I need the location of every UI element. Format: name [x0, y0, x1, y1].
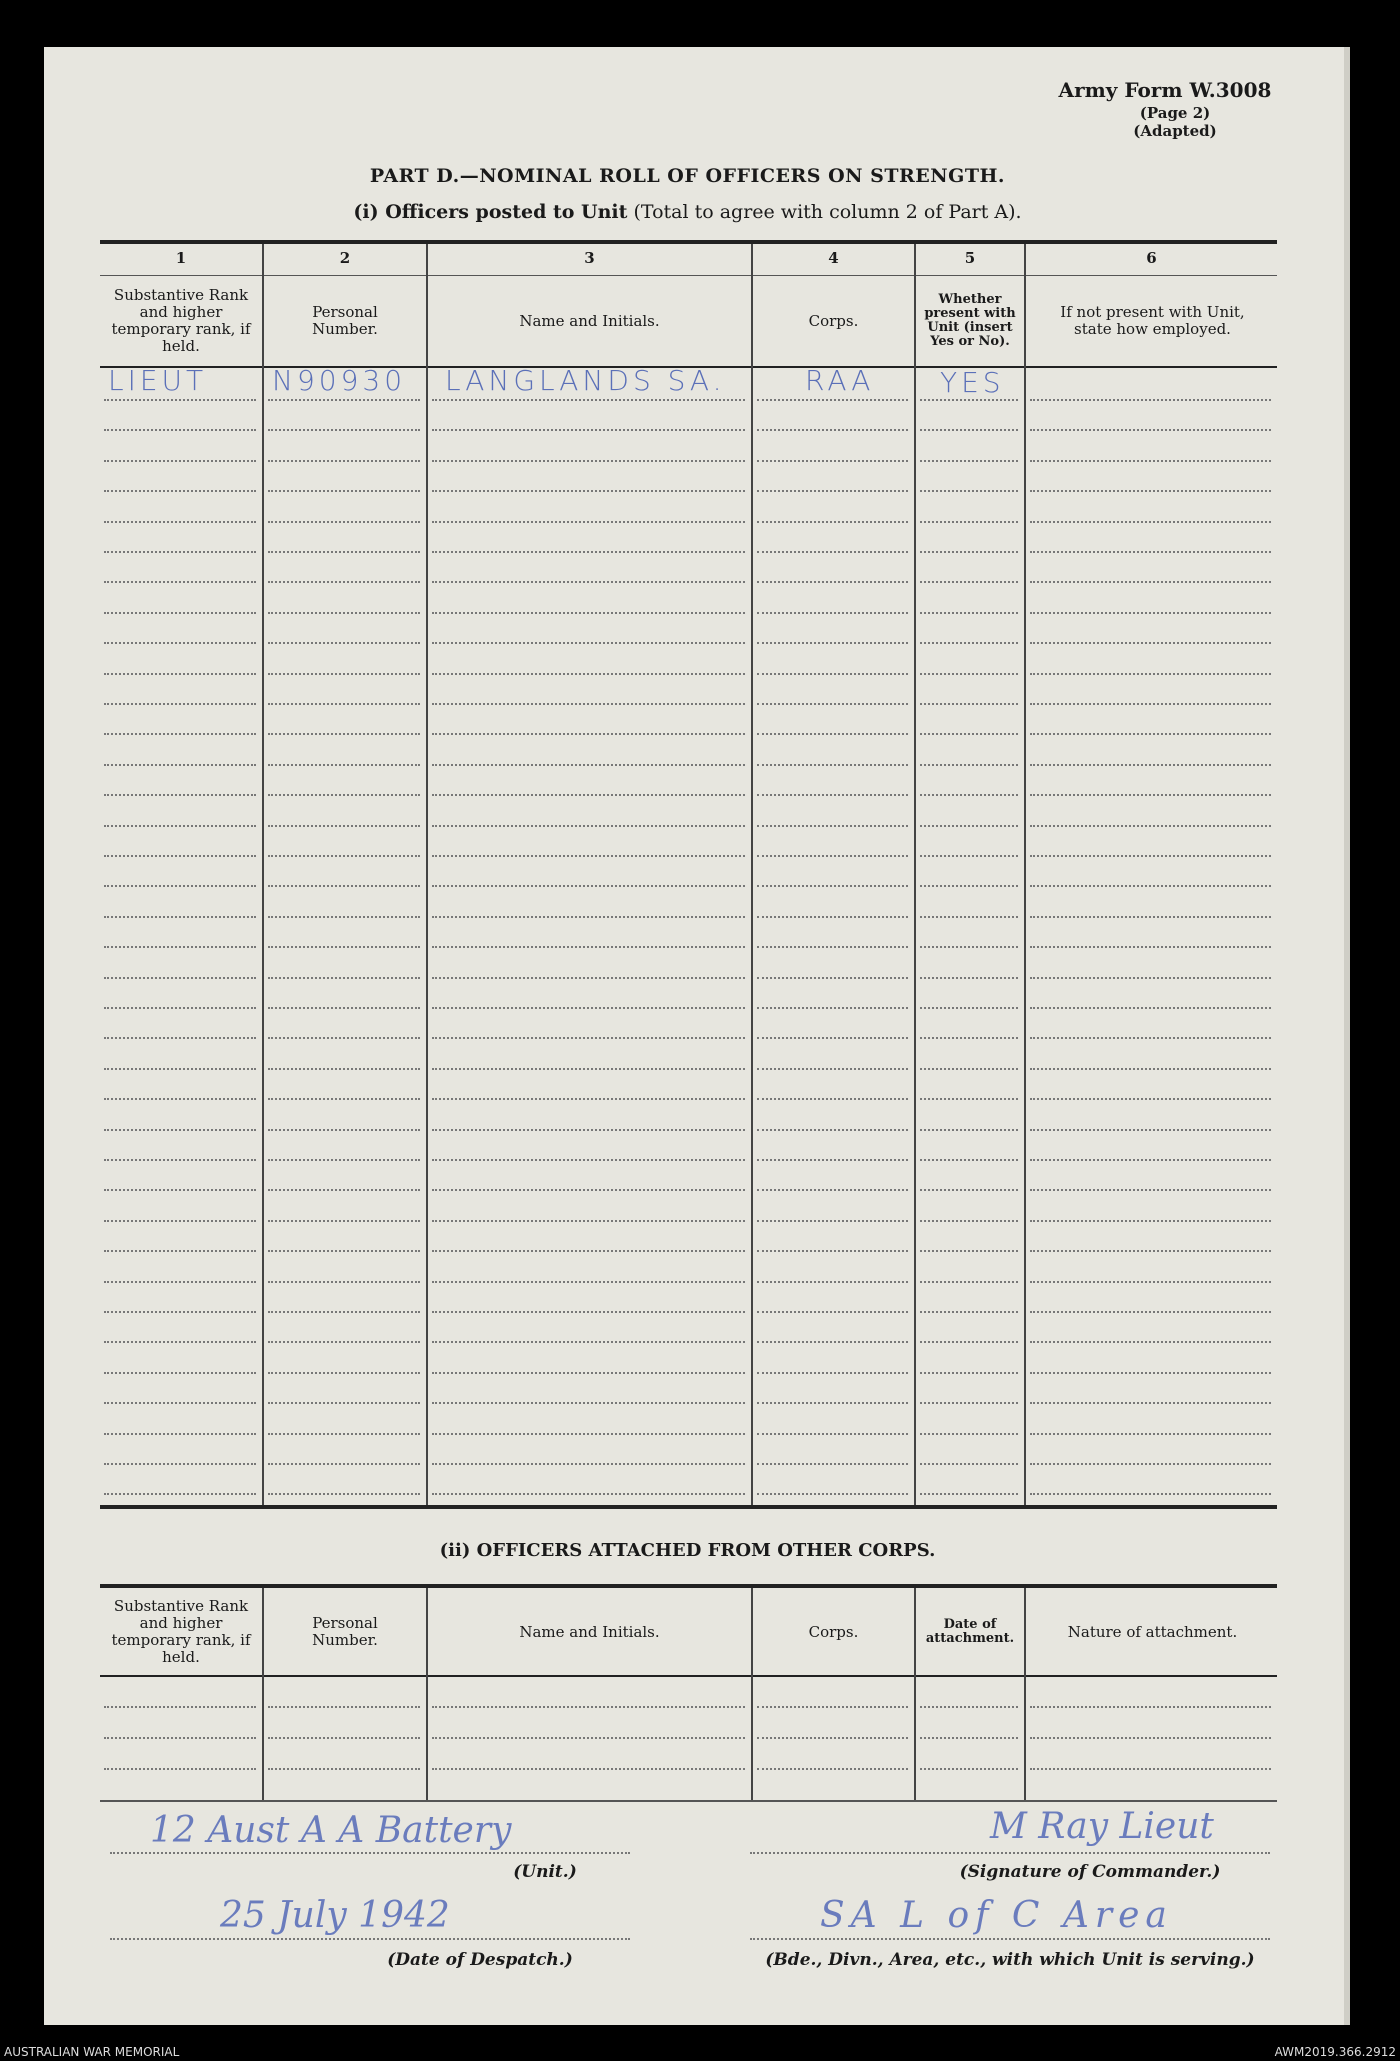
- col-divider: [426, 244, 428, 1505]
- row-line: [104, 429, 256, 431]
- row-line: [432, 1037, 745, 1039]
- col-divider: [914, 244, 916, 1505]
- row-line: [268, 429, 420, 431]
- row-line: [920, 612, 1018, 614]
- row-line: [268, 460, 420, 462]
- date-value: 25 July 1942: [220, 1895, 450, 1936]
- row-line: [757, 1706, 908, 1708]
- col-number: 3: [584, 249, 595, 267]
- row-line: [268, 1737, 420, 1739]
- row-line: [104, 825, 256, 827]
- row-line: [1030, 1341, 1271, 1343]
- row-line: [432, 1463, 745, 1465]
- row-line: [432, 1129, 745, 1131]
- row-line: [104, 460, 256, 462]
- col-number: 1: [175, 249, 187, 267]
- row-line: [757, 977, 908, 979]
- row-line: [920, 490, 1018, 492]
- row-line: [920, 885, 1018, 887]
- row-line: [920, 460, 1018, 462]
- row-line: [920, 1159, 1018, 1161]
- row-line: [104, 1189, 256, 1191]
- row-line: [432, 825, 745, 827]
- row-line: [757, 521, 908, 523]
- row-line: [432, 1068, 745, 1070]
- row-line: [104, 490, 256, 492]
- row-line: [920, 429, 1018, 431]
- row-line: [268, 1098, 420, 1100]
- row-line: [1030, 1493, 1271, 1495]
- row-line: [104, 794, 256, 796]
- row-line: [757, 1129, 908, 1131]
- row-line: [757, 733, 908, 735]
- date-caption: (Date of Despatch.): [387, 1950, 573, 1970]
- row-line: [432, 1493, 745, 1495]
- row-line: [757, 581, 908, 583]
- row-line: [1030, 885, 1271, 887]
- row-line: [1030, 825, 1271, 827]
- row-line: [1030, 1706, 1271, 1708]
- row-line: [104, 1402, 256, 1404]
- row-line: [920, 977, 1018, 979]
- row-line: [432, 1007, 745, 1009]
- row-line: [920, 551, 1018, 553]
- part-d-subtitle: [100, 201, 1275, 223]
- row-line: [432, 429, 745, 431]
- row-line: [1030, 1159, 1271, 1161]
- row-line: [268, 399, 420, 401]
- row-line: [920, 1341, 1018, 1343]
- row-line: [268, 1372, 420, 1374]
- row-line: [268, 733, 420, 735]
- row-line: [920, 1220, 1018, 1222]
- footer-right: AWM2019.366.2912: [1274, 2045, 1396, 2059]
- row-line: [104, 1768, 256, 1770]
- row-line: [1030, 642, 1271, 644]
- row-line: [432, 1098, 745, 1100]
- row-line: [104, 1281, 256, 1283]
- row-line: [757, 825, 908, 827]
- row-line: [432, 612, 745, 614]
- row-line: [920, 1007, 1018, 1009]
- row-line: [1030, 1250, 1271, 1252]
- row-line: [757, 1402, 908, 1404]
- row-line: [1030, 1281, 1271, 1283]
- row-line: [920, 794, 1018, 796]
- header-personal-number: Personal Number.: [312, 303, 378, 338]
- col-divider: [262, 1588, 264, 1800]
- header2-corps: Corps.: [808, 1622, 859, 1641]
- row-line: [268, 1220, 420, 1222]
- row-line: [920, 1768, 1018, 1770]
- row-line: [432, 1250, 745, 1252]
- row-line: [432, 1433, 745, 1435]
- row-line: [757, 885, 908, 887]
- row-line: [432, 399, 745, 401]
- row-line: [104, 1372, 256, 1374]
- row-line: [268, 1493, 420, 1495]
- row-line: [920, 521, 1018, 523]
- row-line: [432, 977, 745, 979]
- row-line: [104, 642, 256, 644]
- subtitle-bold: (i) Officers posted to Unit: [353, 201, 628, 223]
- row-line: [1030, 1768, 1271, 1770]
- row-line: [268, 977, 420, 979]
- row-line: [1030, 1372, 1271, 1374]
- row-line: [432, 521, 745, 523]
- col-number: 6: [1146, 249, 1157, 267]
- header-present: Whether present with Unit (insert Yes or No).: [924, 292, 1016, 349]
- entry-name: LANGLANDS SA.: [445, 364, 726, 397]
- row-line: [757, 794, 908, 796]
- row-line: [104, 703, 256, 705]
- row-line: [1030, 916, 1271, 918]
- signature-caption: (Signature of Commander.): [959, 1862, 1221, 1882]
- row-line: [432, 581, 745, 583]
- column-number-rule: [100, 275, 1277, 276]
- row-line: [920, 673, 1018, 675]
- form-page: (Page 2): [1139, 104, 1211, 122]
- row-line: [1030, 490, 1271, 492]
- row-line: [104, 1098, 256, 1100]
- row-line: [268, 1311, 420, 1313]
- header2-nature: Nature of attachment.: [1067, 1622, 1238, 1641]
- table2-header-rule: [100, 1675, 1277, 1677]
- row-line: [268, 521, 420, 523]
- row-line: [757, 1281, 908, 1283]
- row-line: [920, 946, 1018, 948]
- row-line: [1030, 1189, 1271, 1191]
- row-line: [268, 825, 420, 827]
- row-line: [268, 794, 420, 796]
- row-line: [432, 1341, 745, 1343]
- row-line: [757, 1037, 908, 1039]
- row-line: [104, 1433, 256, 1435]
- row-line: [1030, 1129, 1271, 1131]
- row-line: [1030, 521, 1271, 523]
- row-line: [104, 977, 256, 979]
- row-line: [757, 855, 908, 857]
- row-line: [1030, 1463, 1271, 1465]
- row-line: [268, 916, 420, 918]
- row-line: [432, 1706, 745, 1708]
- col-divider: [1024, 1588, 1026, 1800]
- row-line: [268, 612, 420, 614]
- row-line: [432, 1402, 745, 1404]
- row-line: [268, 1281, 420, 1283]
- row-line: [1030, 581, 1271, 583]
- row-line: [104, 1706, 256, 1708]
- row-line: [268, 642, 420, 644]
- row-line: [757, 1493, 908, 1495]
- row-line: [268, 551, 420, 553]
- row-line: [432, 946, 745, 948]
- row-line: [757, 764, 908, 766]
- row-line: [104, 399, 256, 401]
- row-line: [1030, 733, 1271, 735]
- attached-title: (ii) OFFICERS ATTACHED FROM OTHER CORPS.: [439, 1540, 936, 1561]
- row-line: [757, 1220, 908, 1222]
- row-line: [920, 1433, 1018, 1435]
- entry-rank: LIEUT: [108, 364, 208, 397]
- row-line: [920, 733, 1018, 735]
- row-line: [757, 1372, 908, 1374]
- row-line: [1030, 855, 1271, 857]
- col-number: 4: [828, 249, 839, 267]
- unit-line: [110, 1852, 630, 1854]
- entry-corps: RAA: [805, 364, 875, 397]
- row-line: [432, 551, 745, 553]
- col-divider: [262, 244, 264, 1505]
- row-line: [920, 703, 1018, 705]
- row-line: [1030, 1220, 1271, 1222]
- row-line: [432, 1311, 745, 1313]
- col-divider: [751, 244, 753, 1505]
- row-line: [1030, 946, 1271, 948]
- unit-value: 12 Aust A A Battery: [150, 1810, 512, 1851]
- row-line: [757, 1433, 908, 1435]
- row-line: [432, 1372, 745, 1374]
- part-d-title: PART D.—NOMINAL ROLL OF OFFICERS ON STRENGTH.: [369, 165, 1006, 187]
- row-line: [1030, 764, 1271, 766]
- row-line: [432, 764, 745, 766]
- row-line: [432, 1220, 745, 1222]
- row-line: [268, 1007, 420, 1009]
- row-line: [1030, 794, 1271, 796]
- row-line: [757, 1768, 908, 1770]
- row-line: [104, 1220, 256, 1222]
- row-line: [104, 1737, 256, 1739]
- header2-date: Date of attachment.: [925, 1617, 1015, 1646]
- row-line: [268, 1341, 420, 1343]
- row-line: [757, 399, 908, 401]
- row-line: [1030, 1433, 1271, 1435]
- row-line: [757, 916, 908, 918]
- row-line: [1030, 551, 1271, 553]
- row-line: [757, 1098, 908, 1100]
- row-line: [757, 1007, 908, 1009]
- row-line: [268, 1463, 420, 1465]
- row-line: [920, 1098, 1018, 1100]
- row-line: [920, 1463, 1018, 1465]
- row-line: [1030, 1098, 1271, 1100]
- row-line: [104, 1129, 256, 1131]
- row-line: [432, 885, 745, 887]
- row-line: [920, 399, 1018, 401]
- row-line: [1030, 1311, 1271, 1313]
- row-line: [104, 733, 256, 735]
- row-line: [757, 612, 908, 614]
- row-line: [268, 946, 420, 948]
- unit-caption: (Unit.): [513, 1862, 577, 1882]
- paper-edge: [1344, 47, 1350, 2025]
- row-line: [1030, 1007, 1271, 1009]
- table-top-rule: [100, 240, 1277, 244]
- row-line: [432, 460, 745, 462]
- row-line: [920, 1706, 1018, 1708]
- row-line: [920, 1068, 1018, 1070]
- table-bottom-rule: [100, 1505, 1277, 1509]
- row-line: [920, 764, 1018, 766]
- row-line: [757, 1068, 908, 1070]
- row-line: [757, 946, 908, 948]
- row-line: [920, 1189, 1018, 1191]
- row-line: [1030, 460, 1271, 462]
- row-line: [104, 1463, 256, 1465]
- row-line: [104, 916, 256, 918]
- form-number: Army Form W.3008: [1058, 78, 1272, 102]
- signature-line: [750, 1852, 1270, 1854]
- row-line: [757, 1341, 908, 1343]
- row-line: [920, 1493, 1018, 1495]
- col-divider: [1024, 244, 1026, 1505]
- row-line: [1030, 429, 1271, 431]
- row-line: [104, 855, 256, 857]
- header-employment: If not present with Unit, state how employed.: [1060, 303, 1245, 338]
- row-line: [268, 1037, 420, 1039]
- row-line: [268, 673, 420, 675]
- row-line: [268, 1706, 420, 1708]
- row-line: [757, 490, 908, 492]
- row-line: [268, 1068, 420, 1070]
- row-line: [432, 1281, 745, 1283]
- row-line: [104, 1311, 256, 1313]
- col-number: 2: [339, 249, 351, 267]
- row-line: [268, 764, 420, 766]
- row-line: [920, 1737, 1018, 1739]
- row-line: [1030, 703, 1271, 705]
- area-caption: (Bde., Divn., Area, etc., with which Unit is serving.): [765, 1950, 1255, 1970]
- row-line: [1030, 673, 1271, 675]
- row-line: [757, 1463, 908, 1465]
- row-line: [757, 673, 908, 675]
- row-line: [757, 1189, 908, 1191]
- table2-top-rule: [100, 1584, 1277, 1588]
- row-line: [432, 642, 745, 644]
- row-line: [920, 1037, 1018, 1039]
- row-line: [1030, 399, 1271, 401]
- row-line: [104, 1037, 256, 1039]
- row-line: [432, 490, 745, 492]
- row-line: [757, 1737, 908, 1739]
- row-line: [920, 855, 1018, 857]
- row-line: [920, 581, 1018, 583]
- row-line: [268, 1189, 420, 1191]
- row-line: [757, 551, 908, 553]
- row-line: [920, 642, 1018, 644]
- header2-rank: Substantive Rank and higher temporary rank, if held.: [111, 1597, 251, 1666]
- row-line: [268, 1159, 420, 1161]
- row-line: [1030, 1737, 1271, 1739]
- row-line: [1030, 612, 1271, 614]
- entry-number: N90930: [272, 364, 407, 397]
- row-line: [432, 916, 745, 918]
- row-line: [920, 1281, 1018, 1283]
- row-line: [1030, 1402, 1271, 1404]
- row-line: [757, 1250, 908, 1252]
- row-line: [268, 703, 420, 705]
- row-line: [104, 1068, 256, 1070]
- row-line: [104, 521, 256, 523]
- signature-value: M Ray Lieut: [990, 1806, 1214, 1847]
- row-line: [104, 612, 256, 614]
- row-line: [104, 764, 256, 766]
- table2-bottom-rule: [100, 1800, 1277, 1802]
- col-number: 5: [964, 249, 976, 267]
- header2-name: Name and Initials.: [519, 1622, 660, 1641]
- row-line: [432, 1737, 745, 1739]
- row-line: [268, 1250, 420, 1252]
- header-corps: Corps.: [808, 311, 859, 330]
- row-line: [920, 1372, 1018, 1374]
- row-line: [104, 581, 256, 583]
- row-line: [104, 1159, 256, 1161]
- row-line: [920, 1129, 1018, 1131]
- row-line: [104, 673, 256, 675]
- row-line: [432, 733, 745, 735]
- date-line: [110, 1938, 630, 1940]
- row-line: [268, 581, 420, 583]
- row-line: [920, 1250, 1018, 1252]
- row-line: [104, 1493, 256, 1495]
- entry-present: YES: [940, 366, 1005, 399]
- form-adapted: (Adapted): [1133, 122, 1217, 140]
- row-line: [920, 1402, 1018, 1404]
- header-rank: Substantive Rank and higher temporary rank, if held.: [111, 286, 251, 355]
- area-line: [750, 1938, 1270, 1940]
- row-line: [268, 1768, 420, 1770]
- row-line: [268, 885, 420, 887]
- row-line: [432, 855, 745, 857]
- area-value: SA L of C Area: [820, 1895, 1173, 1936]
- row-line: [104, 885, 256, 887]
- row-line: [268, 1402, 420, 1404]
- row-line: [757, 429, 908, 431]
- row-line: [757, 703, 908, 705]
- subtitle-rest: (Total to agree with column 2 of Part A).: [633, 201, 1022, 223]
- row-line: [432, 673, 745, 675]
- row-line: [1030, 1068, 1271, 1070]
- row-line: [920, 825, 1018, 827]
- row-line: [432, 1768, 745, 1770]
- row-line: [432, 794, 745, 796]
- row-line: [757, 642, 908, 644]
- row-line: [757, 460, 908, 462]
- row-line: [757, 1311, 908, 1313]
- header-name: Name and Initials.: [519, 311, 660, 330]
- row-line: [268, 490, 420, 492]
- row-line: [432, 703, 745, 705]
- row-line: [920, 1311, 1018, 1313]
- row-line: [432, 1189, 745, 1191]
- row-line: [104, 1250, 256, 1252]
- row-line: [757, 1159, 908, 1161]
- footer-left: AUSTRALIAN WAR MEMORIAL: [4, 2045, 180, 2059]
- row-line: [268, 1129, 420, 1131]
- row-line: [920, 916, 1018, 918]
- row-line: [104, 551, 256, 553]
- row-line: [1030, 977, 1271, 979]
- row-line: [104, 1007, 256, 1009]
- row-line: [104, 1341, 256, 1343]
- row-line: [1030, 1037, 1271, 1039]
- row-line: [432, 1159, 745, 1161]
- row-line: [268, 855, 420, 857]
- row-line: [268, 1433, 420, 1435]
- row-line: [104, 946, 256, 948]
- header2-personal-number: Personal Number.: [312, 1614, 378, 1649]
